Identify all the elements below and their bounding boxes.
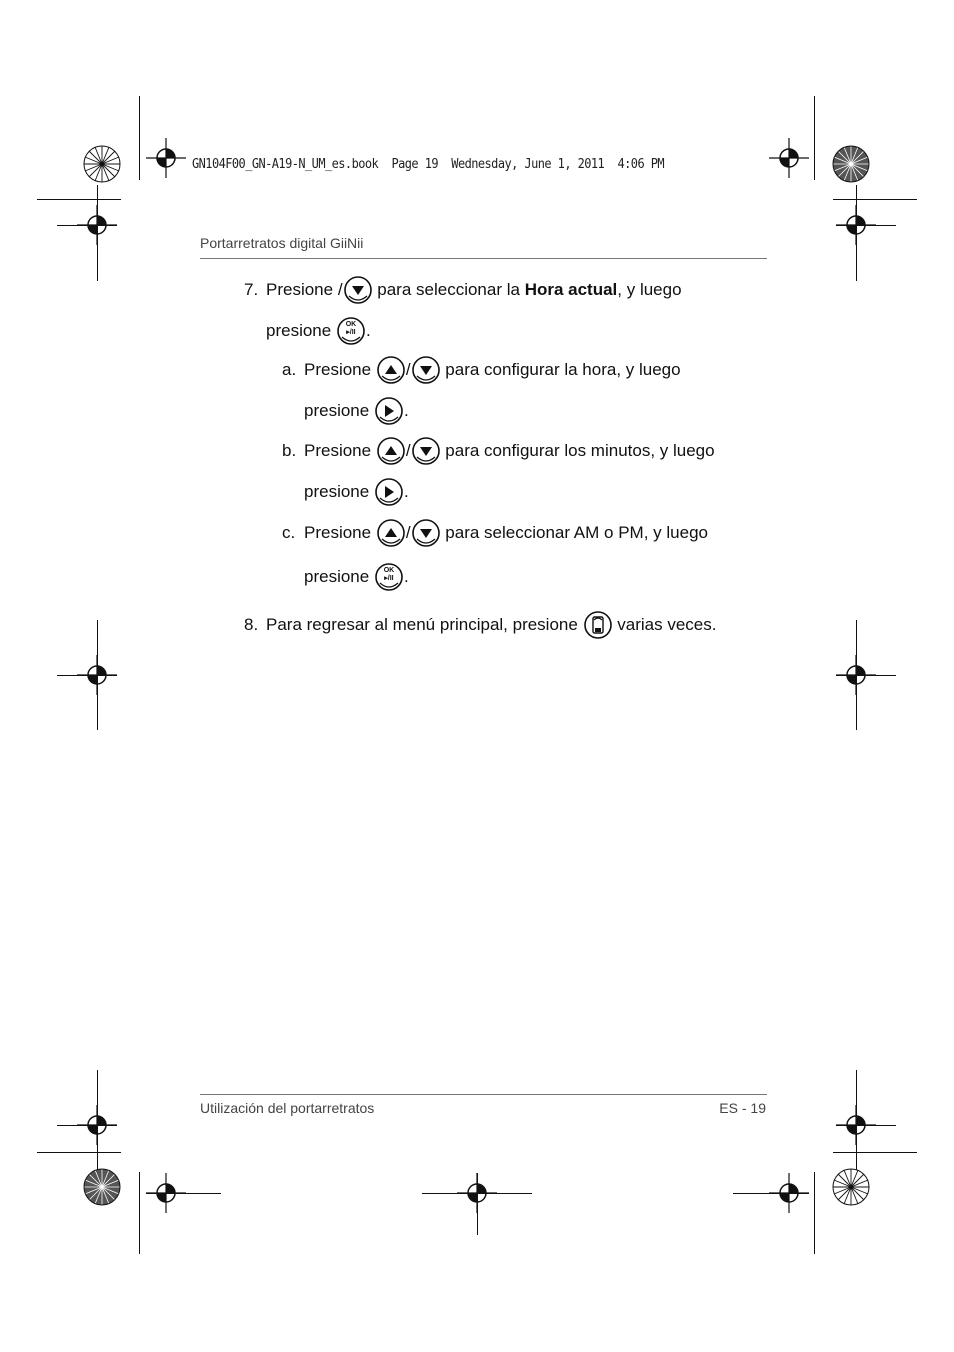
step-text: . (403, 401, 409, 420)
crop-line (836, 675, 896, 676)
down-arrow-button-icon (343, 275, 373, 305)
crop-line (146, 1193, 221, 1194)
step-7-line-2 (266, 316, 371, 346)
crop-line (37, 199, 121, 200)
substep-c-line-2 (304, 562, 409, 592)
substep-c-line-1 (282, 518, 708, 548)
step-8-line-1 (244, 610, 717, 640)
step-number: 7. (244, 280, 259, 299)
crop-line (97, 620, 98, 730)
down-arrow-button-icon (411, 355, 441, 385)
crop-line (814, 96, 815, 180)
crop-line (856, 1070, 857, 1180)
step-text: para configurar los minutos, y luego (440, 441, 715, 460)
step-text: Presione / (266, 280, 343, 299)
slug-line: GN104F00_GN-A19-N_UM_es.book Page 19 Wednesday, June 1, 2011 4:06 PM (192, 157, 665, 172)
separator: / (405, 441, 411, 460)
footer-rule (200, 1094, 767, 1095)
up-arrow-button-icon (376, 518, 406, 548)
step-text: presione (304, 482, 374, 501)
substep-letter: b. (282, 441, 297, 460)
substep-a-line-2 (304, 396, 409, 426)
step-text: para seleccionar la (372, 280, 525, 299)
right-arrow-button-icon (374, 396, 404, 426)
step-text: . (365, 321, 371, 340)
step-text: para configurar la hora, y luego (440, 360, 681, 379)
substep-b-line-1 (282, 436, 715, 466)
up-arrow-button-icon (376, 355, 406, 385)
step-text: presione (304, 401, 374, 420)
crop-line (836, 225, 896, 226)
crop-line (477, 1173, 478, 1235)
step-7-line-1 (244, 275, 682, 305)
page-number: ES - 19 (719, 1100, 766, 1116)
substep-b-line-2 (304, 477, 409, 507)
crop-line (833, 1152, 917, 1153)
substep-letter: c. (282, 523, 296, 542)
registration-starburst-icon (831, 144, 871, 184)
substep-letter: a. (282, 360, 297, 379)
crop-line (37, 1152, 121, 1153)
step-text: Presione (304, 523, 376, 542)
down-arrow-button-icon (411, 518, 441, 548)
registration-crosshair-icon (146, 138, 186, 178)
footer-section-title: Utilización del portarretratos (200, 1100, 375, 1116)
crop-line (139, 96, 140, 180)
step-text: para seleccionar AM o PM, y luego (440, 523, 708, 542)
right-arrow-button-icon (374, 477, 404, 507)
separator: / (405, 360, 411, 379)
header-rule (200, 258, 767, 259)
substep-a-line-1 (282, 355, 681, 385)
registration-starburst-icon (82, 144, 122, 184)
crop-line (814, 1172, 815, 1254)
step-number: 8. (244, 615, 259, 634)
back-button-icon (583, 610, 613, 640)
step-text: . (403, 567, 409, 586)
running-head: Portarretratos digital GiiNii (200, 235, 364, 251)
crop-line (57, 1125, 117, 1126)
crop-line (57, 675, 117, 676)
crop-line (97, 1070, 98, 1180)
crop-line (57, 225, 117, 226)
step-text: varias veces. (612, 615, 717, 634)
step-text: Presione (304, 360, 376, 379)
crop-line (833, 199, 917, 200)
ok-play-pause-button-icon: OK ▸/II (336, 316, 366, 346)
crop-line (856, 185, 857, 281)
up-arrow-button-icon (376, 436, 406, 466)
step-text: . (403, 482, 409, 501)
crop-line (733, 1193, 809, 1194)
crop-line (97, 185, 98, 281)
step-text: Para regresar al menú principal, presione (266, 615, 583, 634)
step-text: presione (304, 567, 374, 586)
crop-line (836, 1125, 896, 1126)
step-bold-term: Hora actual (524, 280, 618, 299)
ok-play-pause-button-icon: OK ▸/II (374, 562, 404, 592)
registration-starburst-icon (82, 1167, 122, 1207)
crop-line (856, 620, 857, 730)
crop-line (139, 1172, 140, 1254)
registration-starburst-icon (831, 1167, 871, 1207)
registration-crosshair-icon (769, 138, 809, 178)
step-text: Presione (304, 441, 376, 460)
separator: / (405, 523, 411, 542)
step-text: , y luego (617, 280, 682, 299)
down-arrow-button-icon (411, 436, 441, 466)
step-text: presione (266, 321, 336, 340)
